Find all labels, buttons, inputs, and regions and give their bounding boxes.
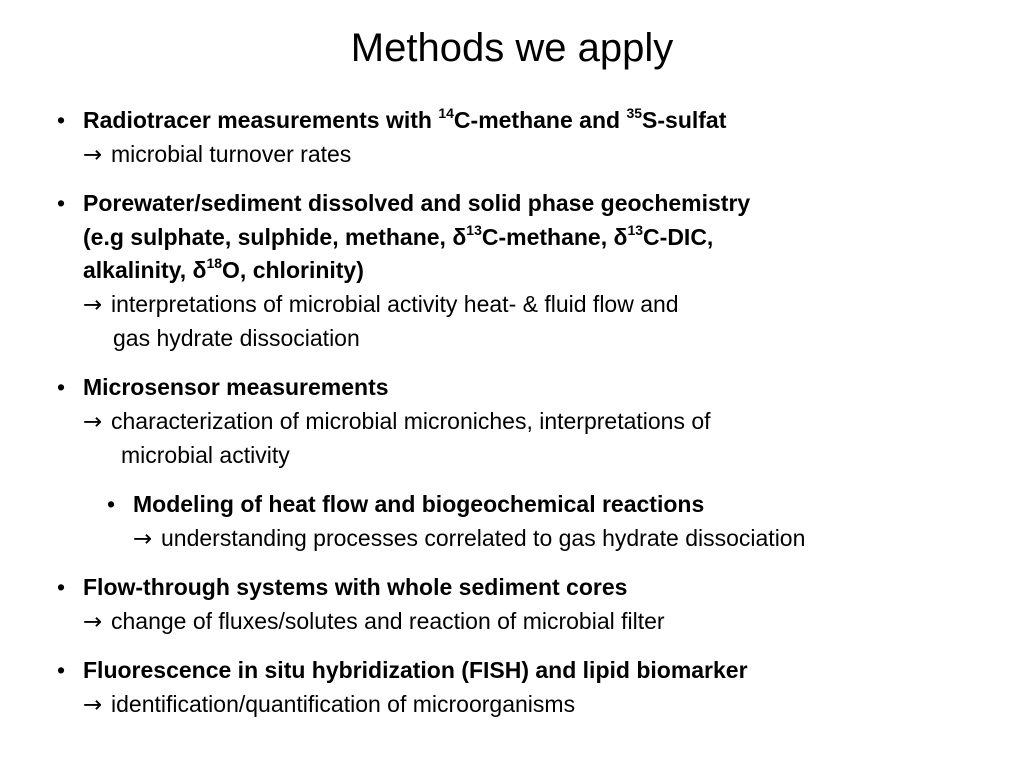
item-heading: Flow-through systems with whole sediment cores [83, 574, 628, 600]
arrow-right-icon: → [83, 291, 103, 318]
item-result-continued: gas hydrate dissociation [113, 325, 360, 351]
item-result-continued: microbial activity [121, 442, 290, 468]
list-item-porewater [57, 187, 750, 356]
list-item-microsensor [57, 371, 711, 473]
item-heading: Fluorescence in situ hybridization (FISH) and lipid biomarker [83, 657, 748, 683]
list-item-modeling [107, 488, 805, 556]
list-item-radiotracer [57, 104, 726, 172]
item-heading: Porewater/sediment dissolved and solid phase geochemistry [83, 190, 751, 216]
bullet: • [57, 374, 66, 400]
arrow-right-icon: → [133, 525, 153, 552]
slide-title: Methods we apply [350, 26, 674, 70]
item-result: → characterization of microbial microniches, interpretations of [83, 405, 711, 440]
item-result: → understanding processes correlated to gas hydrate dissociation [133, 522, 805, 557]
bullet: • [107, 491, 116, 517]
item-heading-line-3: alkalinity, $\delta^{18}O$, chlorinity) [83, 255, 364, 283]
item-result: → identification/quantification of microorganisms [83, 688, 748, 723]
item-result: → interpretations of microbial activity heat- & fluid flow and [83, 288, 750, 323]
arrow-right-icon: → [83, 141, 103, 168]
bullet: • [57, 107, 66, 133]
item-heading-line-2: (e.g sulphate, sulphide, methane, $\delta^{13}C$-methane, $\delta^{13}C$-DIC, [83, 221, 714, 250]
arrow-right-icon: → [83, 408, 103, 435]
list-item-flow-through [57, 571, 665, 639]
item-heading: Radiotracer measurements with $^{14}$C-methane and $^{35}$S-sulfat [83, 105, 727, 133]
item-heading: Microsensor measurements [83, 374, 389, 400]
bullet: • [57, 190, 66, 216]
item-heading: Modeling of heat flow and biogeochemical reactions [133, 491, 705, 517]
item-result: → change of fluxes/solutes and reaction of microbial filter [83, 605, 665, 640]
arrow-right-icon: → [83, 608, 103, 635]
bullet: • [57, 574, 66, 600]
arrow-right-icon: → [83, 691, 103, 718]
item-result: → microbial turnover rates [83, 138, 726, 173]
list-item-fish [57, 654, 748, 722]
bullet: • [57, 657, 66, 683]
